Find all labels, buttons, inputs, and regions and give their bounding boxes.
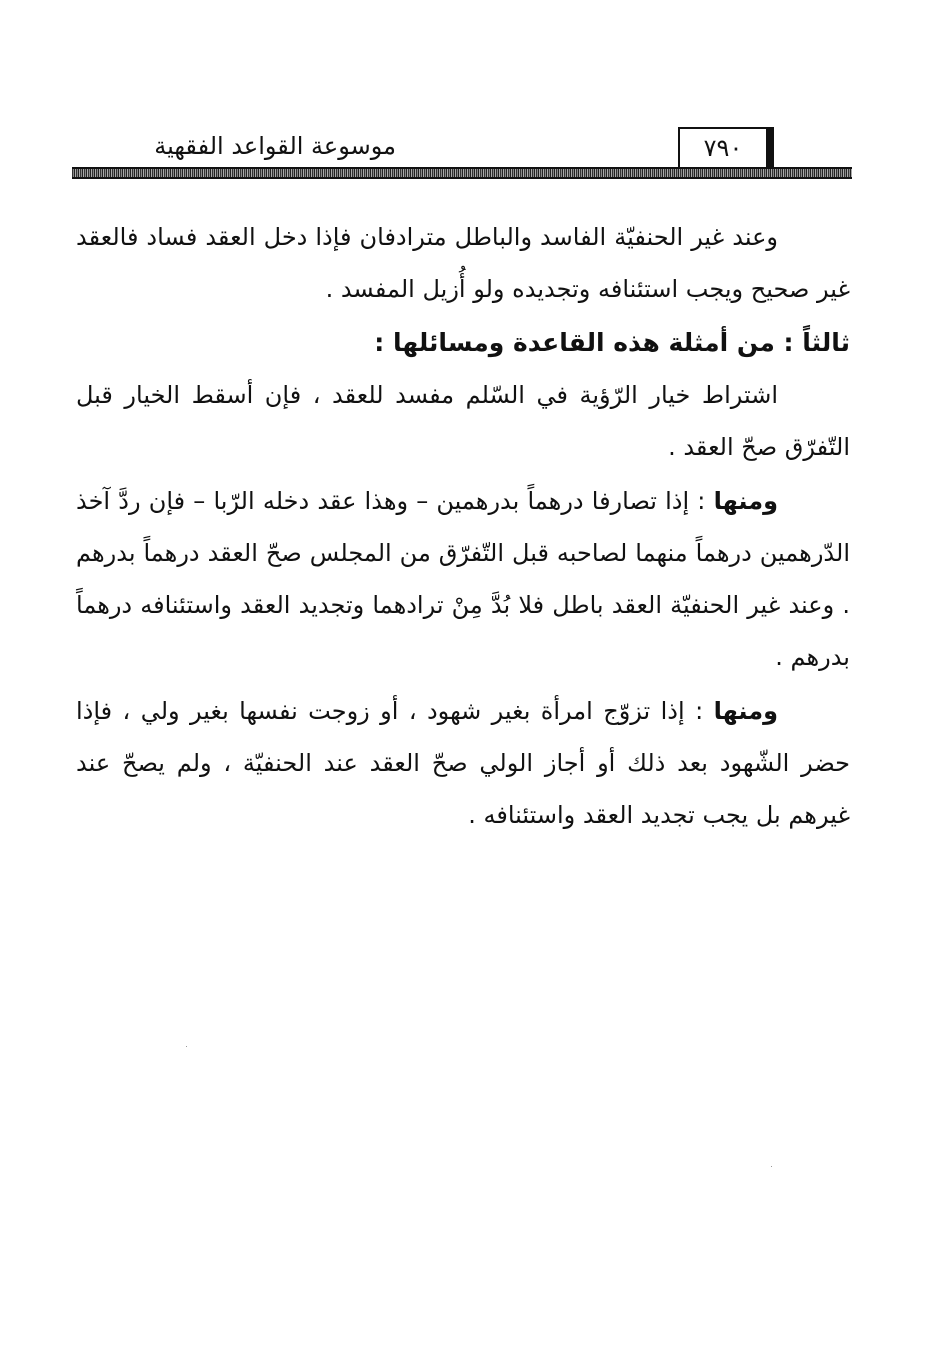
paragraph-3-text: : إذا تصارفا درهماً بدرهمين – وهذا عقد دخله الرّبا – فإن ردَّ آخذ الدّرهمين درهماً منهما لصاحبه قبل التّفرّق من المجلس صحّ العقد درهماً بدرهم . وعند غير الحنفيّة العقد باطل فلا بُدَّ مِنْ ترادهما وتجديد العقد واستئنافه درهماً بدرهم .	[76, 487, 850, 671]
page-header	[72, 118, 852, 180]
book-title: موسوعة القواعد الفقهية	[154, 132, 396, 160]
header-rule	[72, 167, 852, 179]
scan-speck	[771, 1166, 772, 1167]
paragraph-2: اشتراط خيار الرّؤية في السّلم مفسد للعقد ، فإن أسقط الخيار قبل التّفرّق صحّ العقد .	[76, 381, 850, 461]
section-heading: ثالثاً : من أمثلة هذه القاعدة ومسائلها :	[374, 328, 850, 357]
page-number: ٧٩٠	[678, 127, 774, 170]
paragraph-1: وعند غير الحنفيّة الفاسد والباطل مترادفان فإذا دخل العقد فساد فالعقد غير صحيح ويجب استئنافه وتجديده ولو أُزيل المفسد .	[76, 223, 850, 303]
paragraph-4-lead: ومنها	[713, 697, 778, 725]
paragraph-4	[76, 685, 850, 841]
page-body	[76, 211, 850, 843]
paragraph-3-lead: ومنها	[713, 487, 778, 515]
paragraph-4-text: : إذا تزوّج امرأة بغير شهود ، أو زوجت نفسها بغير ولي ، فإذا حضر الشّهود بعد ذلك أو أجاز الولي صحّ العقد عند الحنفيّة ، ولم يصحّ عند غيرهم بل يجب تجديد العقد واستئنافه .	[76, 697, 850, 829]
paragraph-3	[76, 475, 850, 683]
scan-speck	[186, 1046, 187, 1047]
